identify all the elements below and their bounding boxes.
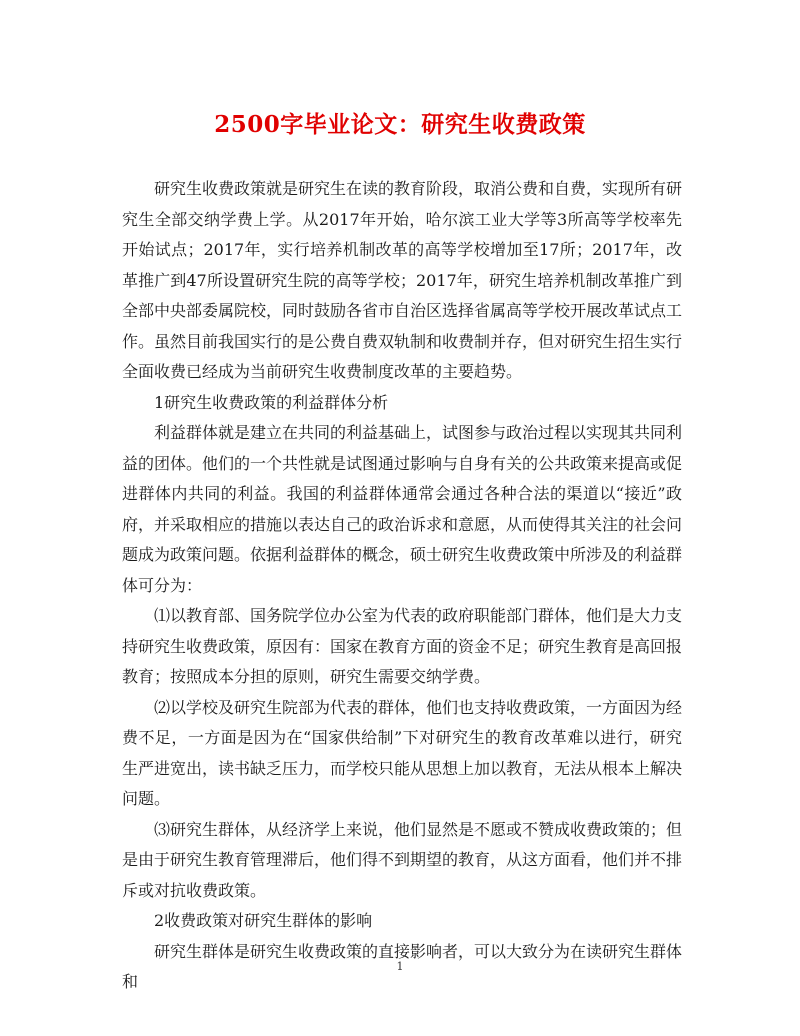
page-number: 1: [396, 960, 404, 973]
section-heading-1: 1研究生收费政策的利益群体分析: [154, 392, 389, 412]
list-item-students: ⑶研究生群体，从经济学上来说，他们显然是不愿或不赞成收费政策的；但是由于研究生教育管理滞后，他们得不到期望的教育，从这方面看，他们并不排斥或对抗收费政策。: [122, 819, 683, 900]
paragraph-intro: 研究生收费政策就是研究生在读的教育阶段，取消公费和自费，实现所有研究生全部交纳学费上学。从2017年开始，哈尔滨工业大学等3所高等学校率先开始试点；2017年，实行培养机制改革的高等学校增加至17所；2017年，改革推广到47所设置研究生院的高等学校；2017年，研究生培养机制改革推广到全部中央部委属院校，同时鼓励各省市自治区选择省属高等学校开展改革试点工作。虽然目前我国实行的是公费自费双轨制和收费制并存，但对研究生招生实行全面收费已经成为当前研究生收费制度改革的主要趋势。: [122, 179, 683, 381]
paragraph-impact: 研究生群体是研究生收费政策的直接影响者，可以大致分为在读研究生群体和: [122, 941, 683, 991]
paragraph-interest-groups: 利益群体就是建立在共同的利益基础上，试图参与政治过程以实现其共同利益的团体。他们的一个共性就是试图通过影响与自身有关的公共政策来提高或促进群体内共同的利益。我国的利益群体通常会通过各种合法的渠道以“接近”政府，并采取相应的措施以表达自己的政治诉求和意愿，从而使得其关注的社会问题成为政策问题。依据利益群体的概念，硕士研究生收费政策中所涉及的利益群体可分为：: [122, 423, 683, 595]
document-body: [122, 174, 682, 998]
section-heading-2: 2收费政策对研究生群体的影响: [154, 911, 373, 930]
document-title: 2500字毕业论文：研究生收费政策: [214, 111, 586, 138]
list-item-schools: ⑵以学校及研究生院部为代表的群体，他们也支持收费政策，一方面因为经费不足，一方面是因为在“国家供给制”下对研究生的教育改革难以进行，研究生严进宽出，读书缺乏压力，而学校只能从思想上加以教育，无法从根本上解决问题。: [122, 697, 683, 808]
list-item-government: ⑴以教育部、国务院学位办公室为代表的政府职能部门群体，他们是大力支持研究生收费政策，原因有：国家在教育方面的资金不足；研究生教育是高回报教育；按照成本分担的原则，研究生需要交纳学费。: [122, 606, 683, 686]
